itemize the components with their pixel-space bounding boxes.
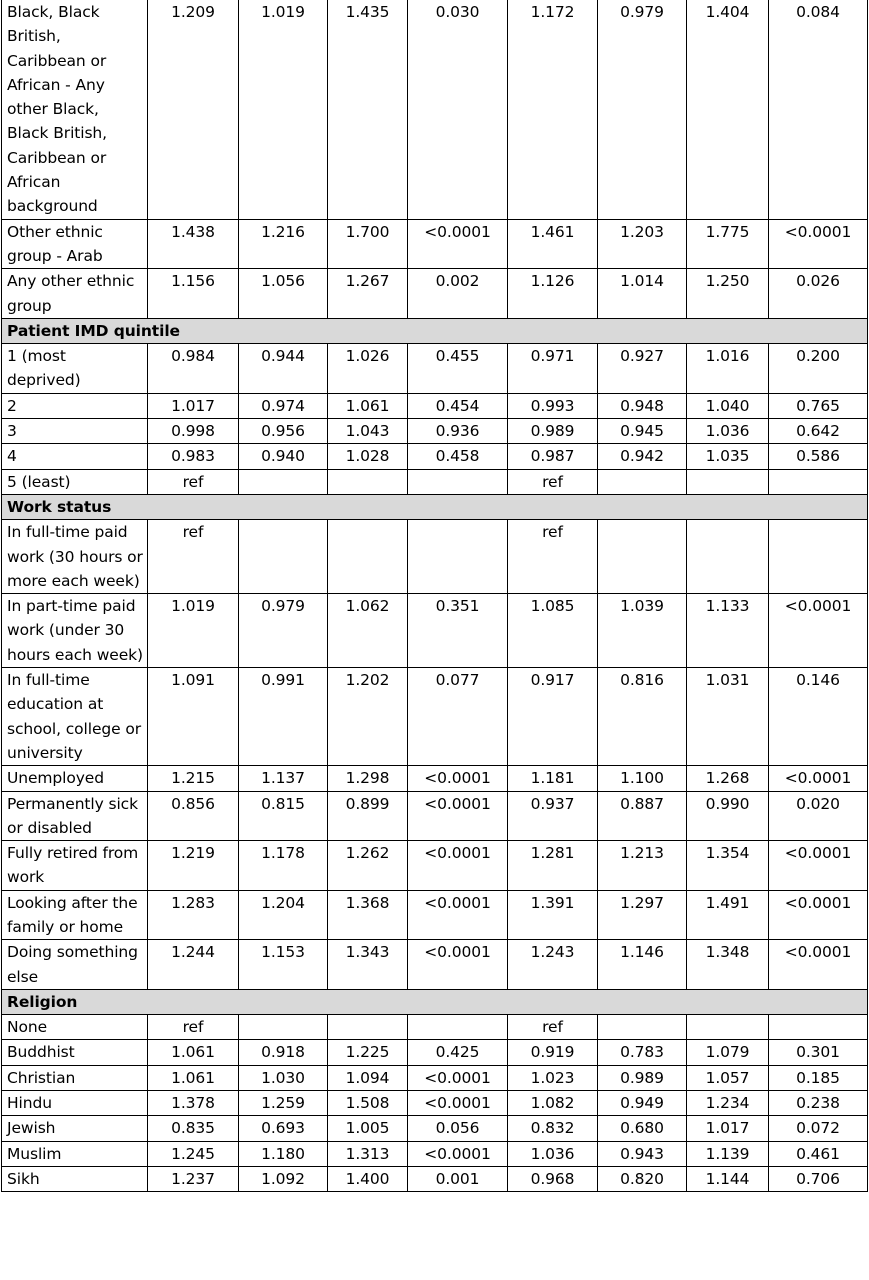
value-cell: 0.983 <box>148 444 239 469</box>
value-cell <box>769 520 868 594</box>
value-cell: 0.693 <box>239 1116 328 1141</box>
value-cell: 0.301 <box>769 1040 868 1065</box>
row-label: In part-time paid work (under 30 hours each week) <box>2 594 148 668</box>
table-row <box>2 419 868 444</box>
row-label: None <box>2 1015 148 1040</box>
table-row <box>2 469 868 494</box>
value-cell: 1.213 <box>598 841 687 891</box>
row-label: Black, Black British, Caribbean or African - Any other Black, Black British, Caribbean or African background <box>2 0 148 219</box>
section-title: Patient IMD quintile <box>2 318 868 343</box>
value-cell: 1.243 <box>508 940 598 990</box>
value-cell: 1.368 <box>328 890 408 940</box>
value-cell: 1.062 <box>328 594 408 668</box>
value-cell: 0.887 <box>598 791 687 841</box>
value-cell: 0.586 <box>769 444 868 469</box>
value-cell: 0.919 <box>508 1040 598 1065</box>
value-cell: 1.144 <box>687 1166 769 1191</box>
value-cell: <0.0001 <box>769 841 868 891</box>
table-row <box>2 841 868 891</box>
value-cell: 0.979 <box>598 0 687 219</box>
value-cell: 1.030 <box>239 1065 328 1090</box>
value-cell: 1.180 <box>239 1141 328 1166</box>
value-cell: 1.262 <box>328 841 408 891</box>
row-label: Doing something else <box>2 940 148 990</box>
value-cell: 1.268 <box>687 766 769 791</box>
table-row <box>2 668 868 766</box>
value-cell: 1.040 <box>687 393 769 418</box>
value-cell: 1.438 <box>148 219 239 269</box>
table-row <box>2 1015 868 1040</box>
value-cell <box>328 469 408 494</box>
value-cell: 1.126 <box>508 269 598 319</box>
row-label: 4 <box>2 444 148 469</box>
value-cell: 0.056 <box>408 1116 508 1141</box>
value-cell: 1.100 <box>598 766 687 791</box>
value-cell: 1.700 <box>328 219 408 269</box>
value-cell: 1.085 <box>508 594 598 668</box>
value-cell: 1.014 <box>598 269 687 319</box>
row-label: Looking after the family or home <box>2 890 148 940</box>
value-cell: 0.984 <box>148 344 239 394</box>
value-cell: <0.0001 <box>408 766 508 791</box>
value-cell: <0.0001 <box>769 940 868 990</box>
value-cell: <0.0001 <box>769 890 868 940</box>
value-cell: 0.238 <box>769 1091 868 1116</box>
row-label: Hindu <box>2 1091 148 1116</box>
value-cell: 1.026 <box>328 344 408 394</box>
value-cell: 1.297 <box>598 890 687 940</box>
row-label: Other ethnic group - Arab <box>2 219 148 269</box>
value-cell: 0.968 <box>508 1166 598 1191</box>
section-header-row <box>2 989 868 1014</box>
value-cell: 1.313 <box>328 1141 408 1166</box>
value-cell: 0.642 <box>769 419 868 444</box>
value-cell: 1.215 <box>148 766 239 791</box>
odds-ratio-table <box>1 0 868 1192</box>
value-cell: 0.990 <box>687 791 769 841</box>
value-cell: 0.956 <box>239 419 328 444</box>
value-cell: 0.783 <box>598 1040 687 1065</box>
value-cell: ref <box>508 1015 598 1040</box>
table-row <box>2 1040 868 1065</box>
value-cell: 0.971 <box>508 344 598 394</box>
value-cell: ref <box>148 520 239 594</box>
table-row <box>2 766 868 791</box>
value-cell: 0.974 <box>239 393 328 418</box>
value-cell: 1.404 <box>687 0 769 219</box>
value-cell: 1.348 <box>687 940 769 990</box>
value-cell <box>769 469 868 494</box>
value-cell: 1.435 <box>328 0 408 219</box>
value-cell: <0.0001 <box>408 890 508 940</box>
table-body <box>2 0 868 1192</box>
row-label: Fully retired from work <box>2 841 148 891</box>
value-cell: <0.0001 <box>769 766 868 791</box>
value-cell: 1.400 <box>328 1166 408 1191</box>
row-label: In full-time paid work (30 hours or more each week) <box>2 520 148 594</box>
value-cell <box>239 520 328 594</box>
value-cell: 0.942 <box>598 444 687 469</box>
value-cell: 1.378 <box>148 1091 239 1116</box>
value-cell: 0.832 <box>508 1116 598 1141</box>
value-cell: 1.775 <box>687 219 769 269</box>
table-row <box>2 791 868 841</box>
table-row <box>2 1141 868 1166</box>
value-cell <box>328 520 408 594</box>
value-cell: 1.508 <box>328 1091 408 1116</box>
value-cell: 0.077 <box>408 668 508 766</box>
value-cell: ref <box>508 469 598 494</box>
table-row <box>2 594 868 668</box>
value-cell: 0.943 <box>598 1141 687 1166</box>
table-row <box>2 940 868 990</box>
value-cell: 0.927 <box>598 344 687 394</box>
value-cell: 0.454 <box>408 393 508 418</box>
value-cell: 1.491 <box>687 890 769 940</box>
row-label: 3 <box>2 419 148 444</box>
row-label: Permanently sick or disabled <box>2 791 148 841</box>
row-label: Jewish <box>2 1116 148 1141</box>
value-cell: 1.043 <box>328 419 408 444</box>
value-cell: 0.899 <box>328 791 408 841</box>
value-cell: 0.835 <box>148 1116 239 1141</box>
value-cell: 0.084 <box>769 0 868 219</box>
value-cell: 1.057 <box>687 1065 769 1090</box>
value-cell: <0.0001 <box>408 219 508 269</box>
value-cell: 1.082 <box>508 1091 598 1116</box>
value-cell: 1.056 <box>239 269 328 319</box>
table-row <box>2 1091 868 1116</box>
value-cell: 1.245 <box>148 1141 239 1166</box>
value-cell: <0.0001 <box>408 791 508 841</box>
table-row <box>2 1166 868 1191</box>
table-row <box>2 890 868 940</box>
value-cell: 1.153 <box>239 940 328 990</box>
value-cell: 0.020 <box>769 791 868 841</box>
value-cell: <0.0001 <box>408 940 508 990</box>
value-cell: 1.234 <box>687 1091 769 1116</box>
value-cell <box>408 520 508 594</box>
value-cell: 1.023 <box>508 1065 598 1090</box>
value-cell: 1.137 <box>239 766 328 791</box>
value-cell: 1.031 <box>687 668 769 766</box>
value-cell: 0.002 <box>408 269 508 319</box>
section-title: Religion <box>2 989 868 1014</box>
section-header-row <box>2 318 868 343</box>
row-label: 2 <box>2 393 148 418</box>
value-cell: 0.765 <box>769 393 868 418</box>
value-cell <box>769 1015 868 1040</box>
value-cell: 1.036 <box>687 419 769 444</box>
value-cell: 1.259 <box>239 1091 328 1116</box>
value-cell: 1.019 <box>148 594 239 668</box>
value-cell: 1.035 <box>687 444 769 469</box>
value-cell: 0.998 <box>148 419 239 444</box>
value-cell: 1.225 <box>328 1040 408 1065</box>
value-cell <box>408 1015 508 1040</box>
value-cell: 1.461 <box>508 219 598 269</box>
value-cell: 0.026 <box>769 269 868 319</box>
value-cell <box>687 469 769 494</box>
row-label: Christian <box>2 1065 148 1090</box>
value-cell: 1.204 <box>239 890 328 940</box>
table-row <box>2 520 868 594</box>
value-cell: 0.936 <box>408 419 508 444</box>
value-cell: 0.461 <box>769 1141 868 1166</box>
value-cell: 1.092 <box>239 1166 328 1191</box>
value-cell: ref <box>148 1015 239 1040</box>
row-label: In full-time education at school, college or university <box>2 668 148 766</box>
value-cell: 1.039 <box>598 594 687 668</box>
value-cell: 0.816 <box>598 668 687 766</box>
value-cell: 0.991 <box>239 668 328 766</box>
value-cell: 0.072 <box>769 1116 868 1141</box>
value-cell: <0.0001 <box>408 1141 508 1166</box>
value-cell: 0.993 <box>508 393 598 418</box>
value-cell: <0.0001 <box>408 841 508 891</box>
table-row <box>2 344 868 394</box>
value-cell <box>598 469 687 494</box>
value-cell <box>598 520 687 594</box>
value-cell: 0.200 <box>769 344 868 394</box>
value-cell: 0.856 <box>148 791 239 841</box>
row-label: Sikh <box>2 1166 148 1191</box>
table-row <box>2 0 868 219</box>
table-row <box>2 444 868 469</box>
row-label: Any other ethnic group <box>2 269 148 319</box>
value-cell: 1.267 <box>328 269 408 319</box>
value-cell: 0.706 <box>769 1166 868 1191</box>
value-cell: 1.283 <box>148 890 239 940</box>
table-row <box>2 219 868 269</box>
value-cell <box>408 469 508 494</box>
value-cell: 1.091 <box>148 668 239 766</box>
value-cell: 1.298 <box>328 766 408 791</box>
row-label: Buddhist <box>2 1040 148 1065</box>
row-label: 1 (most deprived) <box>2 344 148 394</box>
value-cell: 1.017 <box>148 393 239 418</box>
value-cell: 0.001 <box>408 1166 508 1191</box>
value-cell: 0.948 <box>598 393 687 418</box>
value-cell: 1.202 <box>328 668 408 766</box>
row-label: Muslim <box>2 1141 148 1166</box>
value-cell: 0.989 <box>508 419 598 444</box>
value-cell: 1.061 <box>148 1065 239 1090</box>
value-cell: 0.815 <box>239 791 328 841</box>
value-cell: ref <box>148 469 239 494</box>
section-header-row <box>2 494 868 519</box>
value-cell: 1.244 <box>148 940 239 990</box>
value-cell: ref <box>508 520 598 594</box>
value-cell: 1.146 <box>598 940 687 990</box>
value-cell: <0.0001 <box>769 219 868 269</box>
value-cell: 0.455 <box>408 344 508 394</box>
value-cell: 1.216 <box>239 219 328 269</box>
value-cell: 1.028 <box>328 444 408 469</box>
section-title: Work status <box>2 494 868 519</box>
value-cell <box>328 1015 408 1040</box>
value-cell: 0.351 <box>408 594 508 668</box>
value-cell <box>687 520 769 594</box>
value-cell: 1.391 <box>508 890 598 940</box>
value-cell: 1.016 <box>687 344 769 394</box>
value-cell: 0.185 <box>769 1065 868 1090</box>
value-cell: 1.203 <box>598 219 687 269</box>
value-cell: <0.0001 <box>408 1065 508 1090</box>
value-cell: 0.030 <box>408 0 508 219</box>
value-cell: 1.181 <box>508 766 598 791</box>
value-cell: 1.036 <box>508 1141 598 1166</box>
value-cell: 0.917 <box>508 668 598 766</box>
value-cell: 1.354 <box>687 841 769 891</box>
value-cell <box>687 1015 769 1040</box>
value-cell: 1.079 <box>687 1040 769 1065</box>
value-cell: 1.005 <box>328 1116 408 1141</box>
table-row <box>2 1065 868 1090</box>
value-cell: 1.250 <box>687 269 769 319</box>
row-label: Unemployed <box>2 766 148 791</box>
value-cell: 0.820 <box>598 1166 687 1191</box>
value-cell: 0.918 <box>239 1040 328 1065</box>
value-cell <box>598 1015 687 1040</box>
value-cell: 1.219 <box>148 841 239 891</box>
value-cell: 1.094 <box>328 1065 408 1090</box>
value-cell: 1.061 <box>148 1040 239 1065</box>
value-cell <box>239 1015 328 1040</box>
value-cell: 0.949 <box>598 1091 687 1116</box>
value-cell: 1.172 <box>508 0 598 219</box>
value-cell: 0.945 <box>598 419 687 444</box>
value-cell: 0.989 <box>598 1065 687 1090</box>
value-cell: 0.146 <box>769 668 868 766</box>
value-cell: 1.019 <box>239 0 328 219</box>
value-cell: 0.458 <box>408 444 508 469</box>
row-label: 5 (least) <box>2 469 148 494</box>
value-cell: 0.425 <box>408 1040 508 1065</box>
value-cell: <0.0001 <box>408 1091 508 1116</box>
value-cell: 0.979 <box>239 594 328 668</box>
value-cell: 1.156 <box>148 269 239 319</box>
value-cell: 1.061 <box>328 393 408 418</box>
table-row <box>2 393 868 418</box>
value-cell: 0.944 <box>239 344 328 394</box>
value-cell: 1.281 <box>508 841 598 891</box>
table-row <box>2 1116 868 1141</box>
value-cell: 1.017 <box>687 1116 769 1141</box>
value-cell: 1.237 <box>148 1166 239 1191</box>
value-cell: 1.178 <box>239 841 328 891</box>
value-cell: 0.940 <box>239 444 328 469</box>
value-cell: 1.139 <box>687 1141 769 1166</box>
value-cell: 1.343 <box>328 940 408 990</box>
value-cell <box>239 469 328 494</box>
value-cell: 0.680 <box>598 1116 687 1141</box>
value-cell: 1.209 <box>148 0 239 219</box>
value-cell: 0.937 <box>508 791 598 841</box>
value-cell: 1.133 <box>687 594 769 668</box>
table-row <box>2 269 868 319</box>
value-cell: <0.0001 <box>769 594 868 668</box>
value-cell: 0.987 <box>508 444 598 469</box>
